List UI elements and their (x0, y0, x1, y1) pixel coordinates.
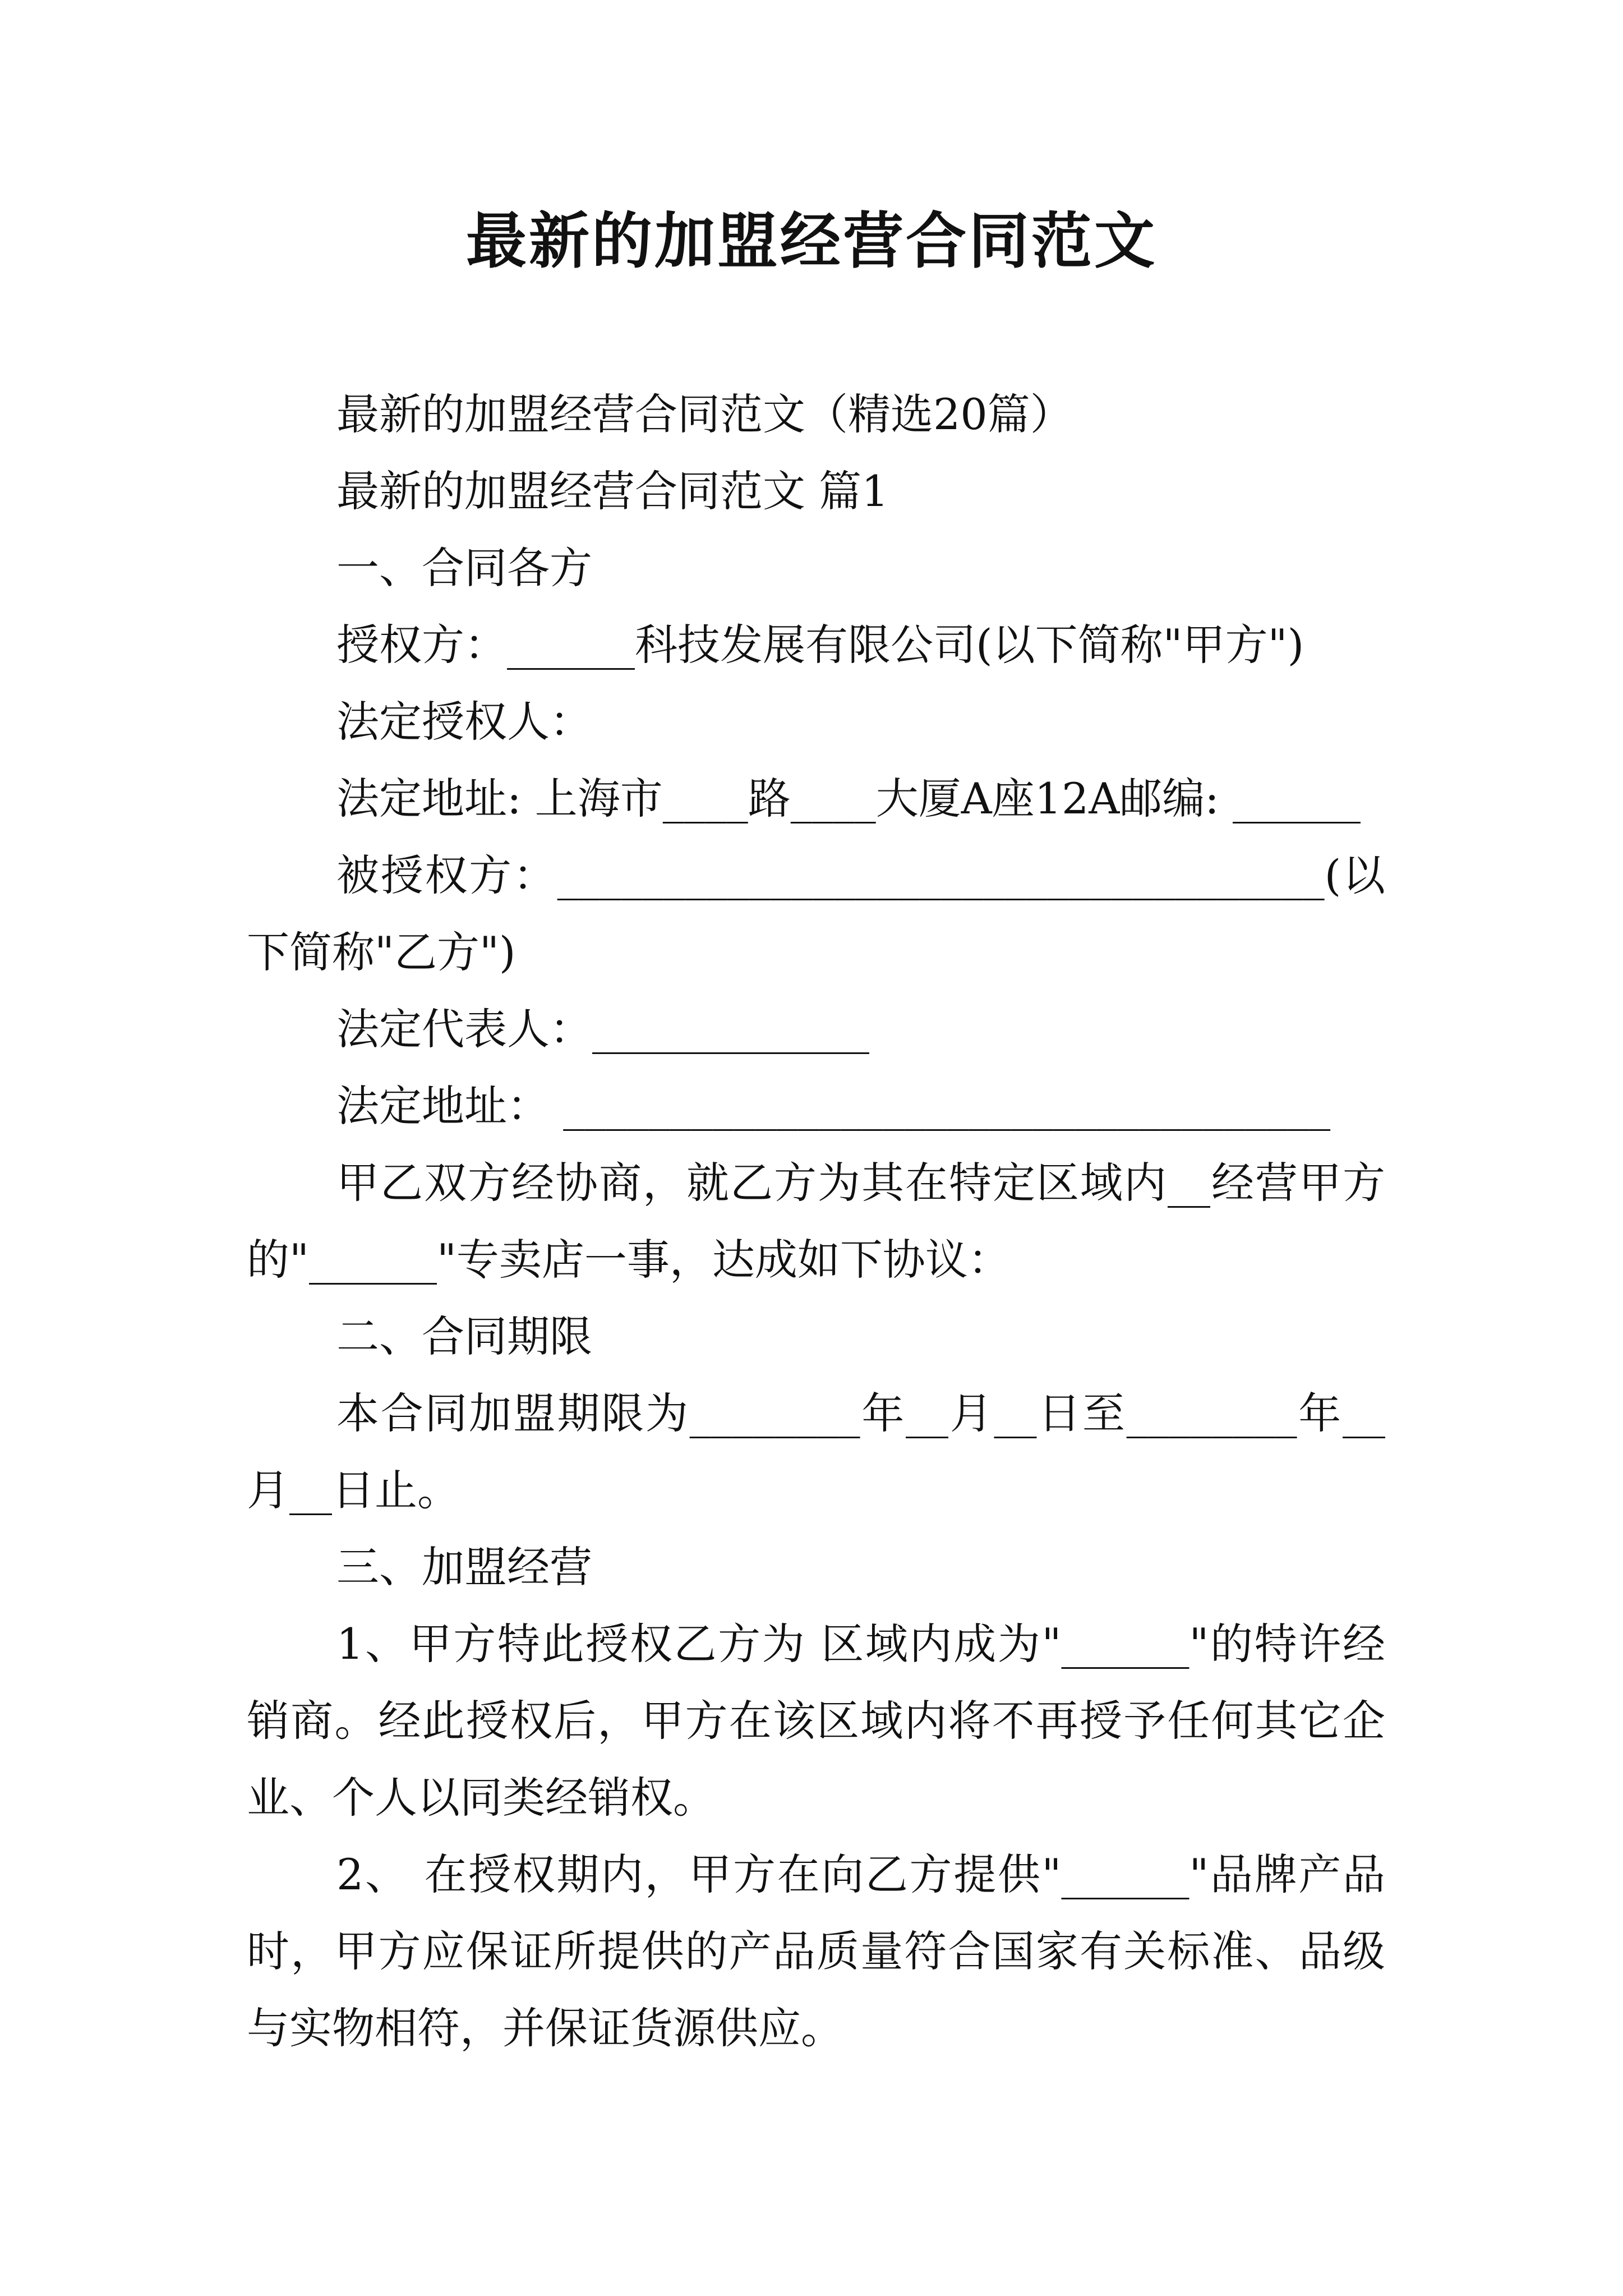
document-body (247, 376, 1385, 2067)
term-paragraph: 本合同加盟期限为________年__月__日至________年__月__日止。 (247, 1388, 1385, 1515)
chapter-heading: 最新的加盟经营合同范文 篇1 (336, 466, 889, 516)
section-heading: 一、合同各方 (336, 543, 592, 593)
legal-authorizer-line: 法定授权人： (336, 697, 592, 747)
section-heading: 三、加盟经营 (336, 1542, 592, 1592)
clause-paragraph: 1、甲方特此授权乙方为 区域内成为"______"的特许经销商。经此授权后，甲方在该区域内将不再授予任何其它企业、个人以同类经销权。 (247, 1619, 1385, 1823)
agreement-paragraph: 甲乙双方经协商，就乙方为其在特定区域内__经营甲方的"______"专卖店一事，达成如下协议： (247, 1158, 1385, 1285)
document-title: 最新的加盟经营合同范文 (465, 206, 1157, 277)
legal-representative-line: 法定代表人：_____________ (336, 1004, 869, 1054)
legal-address-line: 法定地址: 上海市____路____大厦A座12A邮编: ______ (336, 774, 1361, 823)
licensor-line: 授权方：______科技发展有限公司(以下简称"甲方") (336, 620, 1304, 670)
licensee-paragraph: 被授权方：____________________________________(以下简称"乙方") (247, 850, 1385, 977)
subtitle-line: 最新的加盟经营合同范文（精选20篇） (336, 389, 1073, 439)
section-heading: 二、合同期限 (336, 1312, 592, 1361)
licensee-address-line: 法定地址： ____________________________________ (336, 1081, 1331, 1131)
clause-paragraph: 2、 在授权期内，甲方在向乙方提供"______"品牌产品时，甲方应保证所提供的产品质量符合国家有关标准、品级与实物相符，并保证货源供应。 (247, 1849, 1385, 2053)
